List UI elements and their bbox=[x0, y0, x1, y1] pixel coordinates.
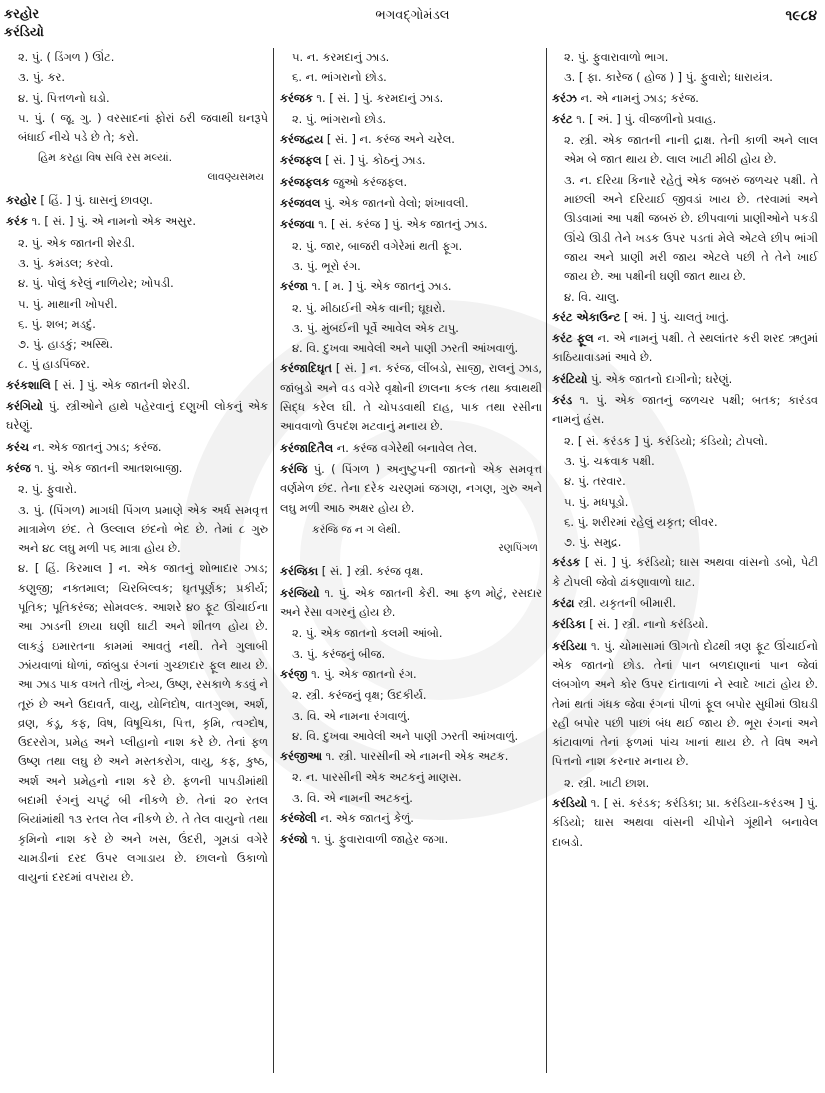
sense-definition: ૭. પું. સમુદ્ર. bbox=[564, 535, 622, 550]
headword: કરંજવા bbox=[280, 217, 315, 232]
definition: ૧. પું. ચોમાસામાં ઊગતો દોઢથી ત્રણ ફૂટ ઊંચાઈનો એક જાતનો છોડ. તેનાં પાન બળદાણાનાં પાન જેવાં લંબગોળ અને કોર ઉપર દાંતાવાળાં ને સ્વાદે ખાટાં હોય છે. તેમાં થતાં ગંધક જેવા રંગનાં પીળાં ફૂલ બપોર સુધીમાં ઊઘડી રહી બપોર પછી પાછાં બંધ થઈ જાય છે. ભૂરા રંગનાં અને કાંટાવાળાં તેનાં ફળમાં પાંચ ખાનાં થાય છે. તે વિષ અને પિત્તનો નાશ કરનાર મનાય છે. bbox=[552, 638, 818, 769]
definition: સ્ત્રી. યકૃતની બીમારી. bbox=[578, 596, 677, 611]
sense-definition: ૪. પું. તરવાર. bbox=[564, 474, 626, 489]
sense-definition: ૨. પું. ફુવારો. bbox=[18, 482, 77, 497]
dictionary-entry bbox=[280, 215, 542, 234]
sense-definition: ૩. પું. ચક્રવાક પક્ષી. bbox=[564, 453, 655, 468]
definition: પું. સ્ત્રીઓને હાથે પહેરવાનું દણુખી લોકનું એક ઘરેણું. bbox=[6, 399, 268, 433]
headword: કરંજ bbox=[6, 460, 31, 475]
definition: ન. એ નામનું ઝાડ; કરંજ. bbox=[580, 90, 699, 105]
sense-definition: ૩. પું. કરંજનું બીજ. bbox=[292, 646, 386, 661]
headword: કરહોર bbox=[6, 193, 37, 208]
definition: પું. એક જાતનો દાગીનો; ઘરેણું. bbox=[590, 371, 733, 386]
dictionary-entry bbox=[280, 194, 542, 213]
sense-definition: ૨. [ સં. કરંડક ] પું. કરંડિયો; કંડિયો; ટોપલો. bbox=[564, 433, 768, 448]
definition: [ સં. ] પું. એક જાતની શેરડી. bbox=[54, 377, 191, 392]
dictionary-entry bbox=[552, 89, 818, 108]
dictionary-entry bbox=[280, 460, 542, 518]
dictionary-entry bbox=[6, 212, 268, 231]
sense-definition: ૨. પું. ભાંગરાનો છોડ. bbox=[292, 111, 386, 126]
dictionary-columns bbox=[0, 48, 825, 1093]
sense-definition: ૬. પું. શબ; મડદું. bbox=[18, 316, 96, 331]
headword: કરંજાદિઘૃત bbox=[280, 361, 332, 376]
dictionary-entry bbox=[552, 637, 818, 772]
guide-word-first: કરહોર bbox=[4, 7, 40, 22]
dictionary-entry bbox=[552, 370, 818, 389]
sense-definition: ૨. ન. પારસીની એક અટકનું માણસ. bbox=[292, 770, 462, 785]
sense-definition: ૫. પું. માથાની ખોપરી. bbox=[18, 296, 118, 311]
sense-definition: ૩. પું. કર. bbox=[18, 70, 66, 85]
sense-definition: ૩. [ ફા. કારેજ ( હોજ ) ] પું. ફુવારો; ધારાયંત્ર. bbox=[564, 70, 773, 85]
sense-definition: ૩. પું. કમંડલ; કરવો. bbox=[18, 255, 114, 270]
sense-definition: ૪. પું. પિત્તળનો ઘડો. bbox=[18, 90, 110, 105]
headword: કરંડક bbox=[552, 555, 581, 570]
sense-definition: ૬. ન. ભાંગરાનો છોડ. bbox=[292, 70, 387, 85]
dictionary-entry bbox=[280, 562, 542, 581]
dictionary-entry bbox=[552, 594, 818, 613]
definition: ૧. [ સં. કરંજ ] પું. એક જાતનું ઝાડ. bbox=[318, 217, 488, 232]
sense-definition: ૨. પું. મીઠાઈની એક વાની; ઘૂઘરો. bbox=[292, 300, 446, 315]
sense-definition: ૩. વિ. એ નામની અટકનું. bbox=[292, 790, 413, 805]
dictionary-entry bbox=[552, 553, 818, 592]
dictionary-entry bbox=[552, 308, 818, 327]
dictionary-entry bbox=[280, 359, 542, 436]
sense-definition: ૪. વિ. દુખવા આવેલી અને પાણી ઝરતી આંખવાળું. bbox=[292, 728, 519, 743]
headword: કરંકશાલિ bbox=[6, 377, 51, 392]
dictionary-entry bbox=[280, 130, 542, 149]
definition: ૧. [ સં. ] પું. એ નામનો એક અસુર. bbox=[31, 214, 197, 229]
sense-definition: ૨. સ્ત્રી. એક જાતની નાની દ્રાક્ષ. તેની કાળી અને લાલ એમ બે જાત થાય છે. લાલ ખાટી મીઠી હોય છે. bbox=[564, 133, 818, 167]
sense-definition: ૨. પું. ( ડિંગળ ) ઊંટ. bbox=[18, 50, 115, 64]
sense-definition: ૨. પું. જાર, બાજરી વગેરેમાં થતી ફૂગ. bbox=[292, 238, 463, 253]
dictionary-entry bbox=[552, 391, 818, 430]
guide-word-last: કરંડિયો bbox=[4, 25, 44, 40]
headword: કરંટ એકાઉન્ટ bbox=[552, 309, 621, 324]
headword: કરંડ bbox=[552, 393, 573, 408]
headword: કરંજદ્વય bbox=[280, 132, 324, 147]
definition: પું. એક જાતનો વેલો; શંખાવલી. bbox=[324, 196, 469, 211]
dictionary-entry bbox=[6, 438, 268, 457]
headword: કરંજક bbox=[280, 90, 313, 105]
page-header bbox=[0, 4, 825, 48]
sense-definition: ૭. પું. હાડકું; અસ્થિ. bbox=[18, 337, 114, 352]
headword: કરંજી bbox=[280, 666, 308, 681]
dictionary-entry bbox=[280, 665, 542, 684]
definition: જુઓ કરંજફલ. bbox=[333, 174, 408, 189]
sense-definition: ૫. ન. કરમદાનું ઝાડ. bbox=[292, 50, 390, 64]
definition: ન. એ નામનું પક્ષી. તે સ્થલાંતર કરી શરદ ઋતુમાં કાઠિયાવાડમાં આવે છે. bbox=[552, 331, 818, 365]
sense-definition: ૪. વિ. દુખવા આવેલી અને પાણી ઝરતી આંખવાળું. bbox=[292, 341, 519, 356]
book-title: ભગવદ્ગોમંડલ bbox=[375, 8, 450, 23]
column-divider bbox=[546, 48, 547, 1073]
sense-definition: ૩. પું. મુંબઈની પૂર્વે આવેલ એક ટાપુ. bbox=[292, 320, 459, 335]
definition: ૧. [ સં. ] પું. કરમદાનું ઝાડ. bbox=[316, 90, 444, 105]
dictionary-entry bbox=[552, 794, 818, 852]
dictionary-entry bbox=[6, 376, 268, 395]
headword: કરંડિયા bbox=[552, 638, 587, 653]
sense-definition: ૪. વિ. ચાલુ. bbox=[564, 289, 620, 304]
sense-definition: ૨. સ્ત્રી. કરંજનું વૃક્ષ; ઉદકીર્ય. bbox=[292, 688, 427, 703]
headword: કરંડિયો bbox=[552, 795, 587, 810]
sense-definition: ૨. પું. ફુવારાવાળો ભાગ. bbox=[564, 50, 669, 64]
definition: ન. કરંજ વગેરેથી બનાવેલ તેલ. bbox=[336, 440, 478, 455]
quotation-source: લાવણ્યસમય bbox=[207, 170, 264, 183]
headword: કરંજફલક bbox=[280, 174, 330, 189]
dictionary-entry bbox=[6, 397, 268, 436]
headword: કરંક bbox=[6, 214, 28, 229]
column-right bbox=[552, 48, 818, 1093]
definition: ૧. પું. એક જાતનું જળચર પક્ષી; બતક; કારંડવ નામનું હંસ. bbox=[552, 393, 818, 427]
definition: પું. ( પિંગળ ) અનુષ્ટુપની જાતનો એક સમવૃત્ત વર્ણમેળ છંદ. તેના દરેક ચરણમાં જગણ, નગણ, ગુરુ અને લઘુ મળી આઠ અક્ષર હોય છે. bbox=[280, 461, 542, 515]
definition: ૧. પું. એક જાતનો રંગ. bbox=[311, 666, 417, 681]
definition: [ હિં. ] પું. ઘાસનું છાવણ. bbox=[40, 193, 153, 208]
page-number: ૧૯૮૪ bbox=[785, 8, 817, 24]
headword: કરંચ bbox=[6, 439, 30, 454]
sense-definition: ૩. પું. (પિંગળ) માગધી પિંગળ પ્રમાણે એક અર્ધ સમવૃત્ત માત્રામેળ છંદ. તે ઉલ્લાલ છંદનો ભેદ છે. તેમાં ૮ ગુરુ અને ૪૮ લઘુ મળી ૫૬ માત્રા હોય છે. bbox=[18, 502, 268, 556]
definition: ૧. [ મ. ] પું. એક જાતનું ઝાડ. bbox=[311, 279, 452, 294]
headword: કરંગિયો bbox=[6, 399, 43, 414]
definition: [ સં. ] સ્ત્રી. કરંજ વૃક્ષ. bbox=[321, 564, 424, 579]
column-middle bbox=[280, 48, 542, 1093]
headword: કરંટિયો bbox=[552, 371, 588, 386]
dictionary-entry bbox=[6, 459, 268, 478]
sense-definition: ૩. પું. ભૂરો રંગ. bbox=[292, 258, 361, 273]
definition: ૧. [ સં. કરંડક; કરંડિકા; પ્રા. કરંડિયા-કરંડઅ ] પું. કંડિયો; ઘાસ અથવા વાંસની ચીપોને ગૂંથીને બનાવેલ દાબડો. bbox=[552, 795, 819, 849]
dictionary-entry bbox=[552, 329, 818, 368]
headword: કરંટ ફૂલ bbox=[552, 331, 594, 346]
headword: કરંઢા bbox=[552, 596, 575, 611]
definition: [ સં. ] ન. કરંજ અને ચરેલ. bbox=[326, 132, 455, 147]
sense-definition: ૮. પું હાડપિંજર. bbox=[18, 357, 90, 372]
sense-definition: ૫. પું. ( જૂ. ગુ. ) વરસાદનાં ફોરાં ઠરી જવાથી ઘનરૂપે બંધાઈ નીચે પડે છે તે; કરો. bbox=[18, 110, 268, 145]
sense-definition: ૨. પું. એક જાતની શેરડી. bbox=[18, 235, 136, 250]
dictionary-entry bbox=[280, 830, 542, 849]
dictionary-entry bbox=[280, 439, 542, 458]
sense-definition: ૩. વિ. એ નામના રંગવાળું. bbox=[292, 708, 411, 723]
definition: ૧. પું. એક જાતની કેરી. આ ફળ મોટું, રસદાર અને રેસા વગરનું હોય છે. bbox=[280, 585, 542, 620]
definition: ૧. [ અં. ] પું. વીજળીનો પ્રવાહ. bbox=[576, 111, 717, 126]
headword: કરંજિકા bbox=[280, 564, 319, 579]
headword: કરંજવલ bbox=[280, 196, 321, 211]
dictionary-entry bbox=[280, 89, 542, 108]
quotation: હિમ કરહા વિષ સવિ રસ મલ્યાં. bbox=[38, 151, 173, 165]
headword: કરંજીઆ bbox=[280, 749, 322, 764]
definition: [ અં. ] પું. ચાલતું ખાતું. bbox=[623, 309, 729, 324]
definition: [ સં. ] પું. કરંડિયો; ઘાસ અથવા વાંસનો ડબો, પેટી કે ટોપલી જેવો ઢાંકણાવાળો ઘાટ. bbox=[552, 555, 818, 589]
dictionary-entry bbox=[280, 809, 542, 828]
headword: કરંજિયો bbox=[280, 585, 320, 600]
headword: કરંજા bbox=[280, 279, 309, 294]
headword: કરંજાદિતૈલ bbox=[280, 440, 334, 455]
sense-definition: ૫. પું. મધપૂડો. bbox=[564, 494, 629, 509]
quotation: કરંજિ જ ન ગ લેથી. bbox=[312, 522, 401, 536]
dictionary-entry bbox=[6, 191, 268, 210]
headword: કરંડિકા bbox=[552, 617, 586, 632]
definition: ૧. પું. ફુવારાવાળી જાહેર જગા. bbox=[311, 832, 449, 847]
sense-definition: ૩. ન. દરિયા કિનારે રહેતું એક જબરું જળચર પક્ષી. તે માછલી અને દરિયાઈ જીવડાં ખાય છે. તરવામાં અને ઊડવામાં આ પક્ષી જબરું છે. છીપવાળાં પ્રાણીઓને પકડી ઊંચે ઊડી તેને ખડક ઉપર પડતાં મેલે એટલે છીપ ભાંગી જાય અને પ્રાણી મરી જાય એટલે પછી તે તેને ખાઈ જાય છે. આ પક્ષીની ઘણી જાત થાય છે. bbox=[564, 172, 818, 284]
definition: ન. એક જાતનું ઝાડ; કરંજ. bbox=[32, 439, 162, 454]
column-left bbox=[6, 48, 268, 1093]
headword: કરંટ bbox=[552, 111, 573, 126]
dictionary-entry bbox=[280, 747, 542, 766]
dictionary-entry bbox=[280, 584, 542, 623]
definition: ન. એક જાતનું કેળું. bbox=[320, 810, 414, 825]
definition: ૧. સ્ત્રી. પારસીની એ નામની એક અટક. bbox=[325, 749, 509, 764]
headword: કરંઝ bbox=[552, 90, 577, 105]
sense-definition: ૪. પું. પોલું કરેલું નાળિયેર; ખોપડી. bbox=[18, 276, 174, 291]
definition: [ સં. ] સ્ત્રી. નાનો કરંડિયો. bbox=[589, 617, 709, 632]
dictionary-entry bbox=[280, 151, 542, 170]
sense-definition: ૨. સ્ત્રી. ખાટી છાશ. bbox=[564, 775, 650, 790]
headword: કરંજો bbox=[280, 832, 308, 847]
definition: [ સં. ] ન. કરંજ, લીંબડો, સાજી, રાલનું ઝાડ, જાંબુડો અને વડ વગેરે વૃક્ષોની છાલના કલ્ક તથા ક્વાથથી સિદ્ધ કરેલ ઘી. તે ચોપડવાથી દાહ, પાક તથા રસીના આવવાળો ઉપદંશ મટવાનું મનાય છે. bbox=[280, 361, 542, 434]
definition: ૧. પું. એક જાતની આતશબાજી. bbox=[34, 460, 183, 475]
headword: કરંજફલ bbox=[280, 153, 322, 168]
column-divider bbox=[273, 48, 274, 1073]
dictionary-entry bbox=[280, 277, 542, 296]
dictionary-entry bbox=[280, 173, 542, 192]
dictionary-entry bbox=[552, 110, 818, 129]
definition: [ સં. ] પું. કોઠનું ઝાડ. bbox=[325, 153, 426, 168]
headword: કરંજેલી bbox=[280, 810, 317, 825]
quotation-source: રણપિંગળ bbox=[498, 542, 538, 555]
headword: કરંજિ bbox=[280, 461, 308, 476]
sense-definition: ૬. પું. શરીરમાં રહેલું યકૃત; લીવર. bbox=[564, 514, 718, 529]
dictionary-entry bbox=[552, 615, 818, 634]
sense-definition: ૪. [ હિં. કિરમાલ ] ન. એક જાતનું શોભાદાર ઝાડ; કણુજી; નક્તમાલ; ચિરબિલ્વક; ઘૃતપૂર્ણક; પ્રકીર્ય; પૂતિક; પૂતિકરંજ; સોમવલ્ક. આશરે ૪૦ ફૂટ ઊંચાઈના આ ઝાડની છાયા ઘણી ઘાટી અને શીતળ હોય છે. લાકડું ઇમારતના કામમાં આવતું નથી. તેને ગુલાબી ઝાંયવાળાં ધોળાં, જાંબુડા રંગનાં ગુચ્છાદાર ફૂલ થાય છે. આ ઝાડ પાક વખતે તીખું, નેત્ર્ય, ઉષ્ણ, રસકાળે કડવું ને તૂરું છે અને ઉદાવર્ત, વાયુ, યોનિદોષ, વાતગુલ્મ, અર્શ, વ્રણ, કંડૂ, કફ, વિષ, વિષૂચિકા, પિત્ત, કૃમિ, ત્વગ્દોષ, ઉદરરોગ, પ્રમેહ અને પ્લીહાનો નાશ કરે છે. તેનાં ફળ ઉષ્ણ તથા લઘુ છે અને મસ્તકરોગ, વાયુ, કફ, કુષ્ઠ, અર્શ અને પ્રમેહનો નાશ કરે છે. ફળની પાપડીમાંથી બદામી રંગનું ચપટું બી નીકળે છે. તેનાં ૨૦ રતલ બિયાંમાંથી ૧૩ રતલ તેલ નીકળે છે. તે તેલ વાયુનો તથા કૃમિનો નાશ કરે છે અને ખસ, ઉંદરી, ગૂમડાં વગેરે ચામડીનાં દરદ ઉપર લગાડાય છે. છાલનો ઉકાળો વાયુનાં દરદમાં વપરાય છે. bbox=[18, 561, 268, 885]
sense-definition: ૨. પું. એક જાતનો કલમી આંબો. bbox=[292, 626, 443, 641]
